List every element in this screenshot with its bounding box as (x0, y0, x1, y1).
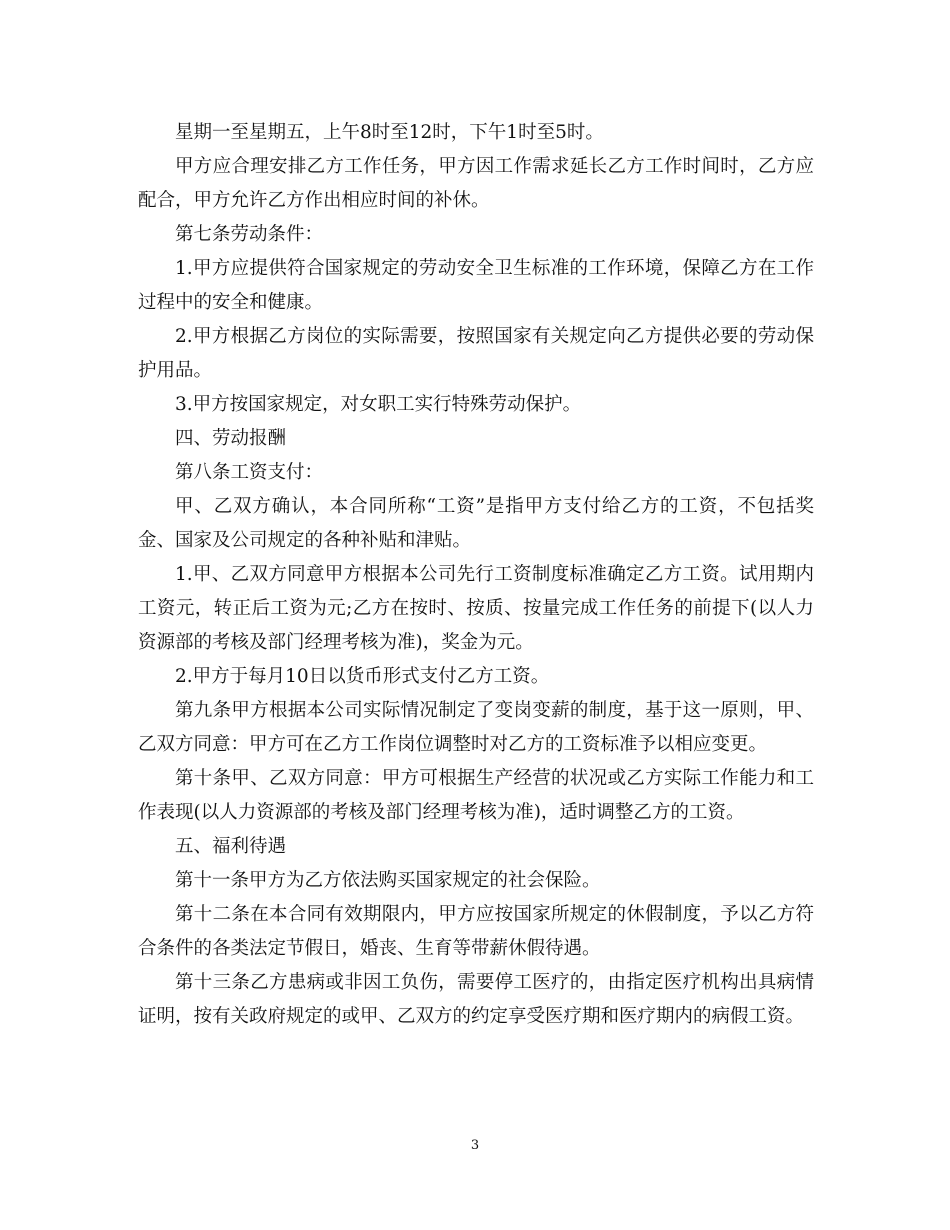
document-body (138, 116, 814, 1034)
article-9: 第九条甲方根据本公司实际情况制定了变岗变薪的制度，基于这一原则，甲、乙双方同意：甲方可在乙方工作岗位调整时对乙方的工资标准予以相应变更。 (138, 700, 814, 755)
article-13: 第十三条乙方患病或非因工负伤，需要停工医疗的，由指定医疗机构出具病情证明，按有关政府规定的或甲、乙双方的约定享受医疗期和医疗期内的病假工资。 (138, 972, 814, 1027)
article-7-item-1: 1.甲方应提供符合国家规定的劳动安全卫生标准的工作环境，保障乙方在工作过程中的安全和健康。 (138, 258, 814, 313)
article-7-item-3: 3.甲方按国家规定，对女职工实行特殊劳动保护。 (175, 394, 582, 415)
article-11: 第十一条甲方为乙方依法购买国家规定的社会保险。 (175, 870, 601, 891)
article-8-heading: 第八条工资支付： (175, 462, 324, 483)
article-8-definition: 甲、乙双方确认，本合同所称“工资”是指甲方支付给乙方的工资，不包括奖金、国家及公司规定的各种补贴和津贴。 (138, 496, 814, 551)
section-4-heading: 四、劳动报酬 (175, 428, 287, 449)
article-7-item-2: 2.甲方根据乙方岗位的实际需要，按照国家有关规定向乙方提供必要的劳动保护用品。 (138, 326, 814, 381)
paragraph-overtime: 甲方应合理安排乙方工作任务，甲方因工作需求延长乙方工作时间时，乙方应配合，甲方允许乙方作出相应时间的补休。 (138, 156, 814, 211)
article-8-item-2: 2.甲方于每月10日以货币形式支付乙方工资。 (175, 666, 550, 687)
section-5-heading: 五、福利待遇 (175, 836, 287, 857)
article-12: 第十二条在本合同有效期限内，甲方应按国家所规定的休假制度，予以乙方符合条件的各类法定节假日，婚丧、生育等带薪休假待遇。 (138, 904, 814, 959)
page-number: 3 (470, 1138, 480, 1153)
article-7-heading: 第七条劳动条件： (175, 224, 324, 245)
article-8-item-1: 1.甲、乙双方同意甲方根据本公司先行工资制度标准确定乙方工资。试用期内工资元，转正后工资为元;乙方在按时、按质、按量完成工作任务的前提下(以人力资源部的考核及部门经理考核为准)，奖金为元。 (138, 564, 814, 653)
paragraph-work-hours: 星期一至星期五，上午8时至12时，下午1时至5时。 (175, 122, 604, 143)
article-10: 第十条甲、乙双方同意：甲方可根据生产经营的状况或乙方实际工作能力和工作表现(以人力资源部的考核及部门经理考核为准)，适时调整乙方的工资。 (138, 768, 814, 823)
